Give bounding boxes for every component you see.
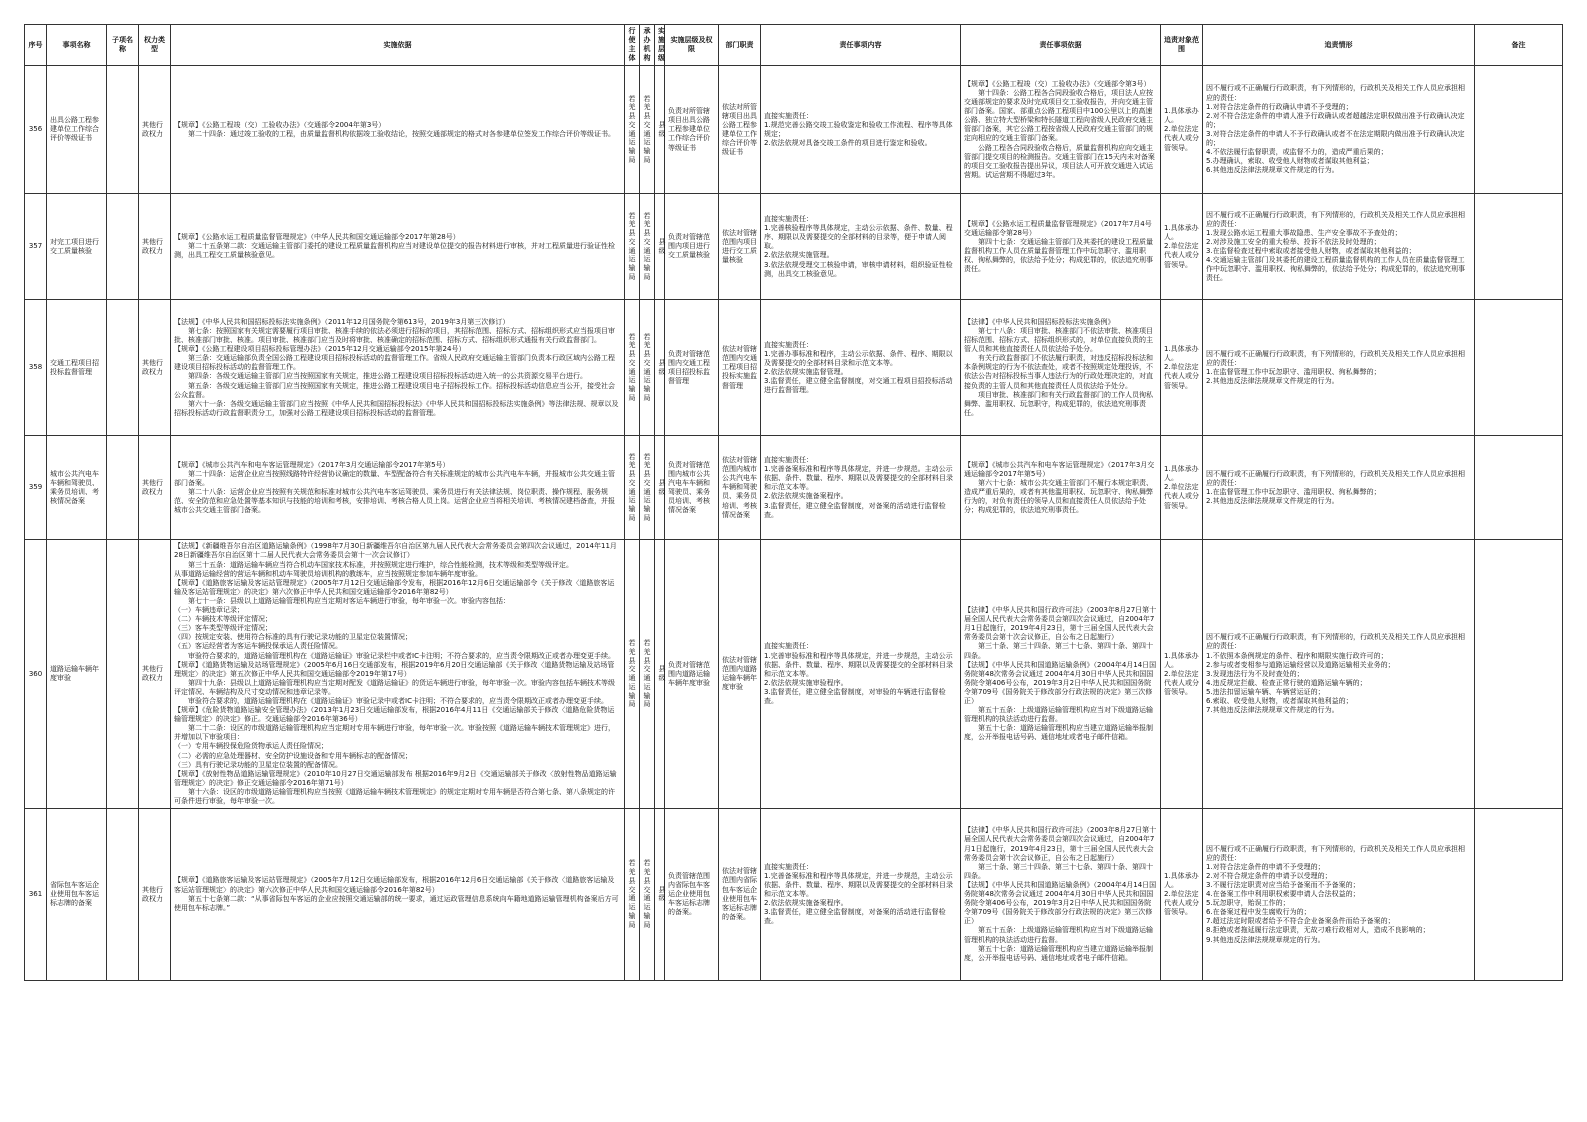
row-number: 357: [25, 194, 47, 300]
table-row: [25, 300, 1563, 436]
table-row: [25, 809, 1563, 981]
remarks: [1475, 300, 1563, 436]
power-type: 其他行政权力: [139, 300, 171, 436]
department-duty: 依法对管辖范围内道路运输车辆年度审验: [719, 540, 761, 809]
header-cell: 实施层级及权限: [665, 25, 719, 66]
level-authority: 负责对管辖范围内道路运输车辆年度审验: [665, 540, 719, 809]
responsibility-basis: 【法律】《中华人民共和国行政许可法》（2003年8月27日第十届全国人民代表大会常务委员会第四次会议通过，自2004年7月1日起施行，2019年4月23日，第十三届全国人民代表大会常务委员会第十次会议修正，自公布之日起施行） 第三十条、第三十四条、第三十七条、第四十条、第四十四条。 【法规】《中华人民共和国道路运输条例》（2004年4月14日国务院第48次常务会议通过 2004年4月30日中华人民共和国国务院令第406号公布，2019年3月2日中华人民共和国国务院令第709号《国务院关于修改部分行政法规的决定》第三次修正） 第五十五条：上级道路运输管理机构应当对下级道路运输管理机构的执法活动进行监督。 第五十七条：道路运输管理机构应当建立道路运输举报制度，公开举报电话号码、通信地址或者电子邮件信箱。: [961, 540, 1161, 809]
accountability-target: 1.具体承办人。 2.单位法定代表人或分管领导。: [1161, 809, 1203, 981]
handling-org: 若羌县交通运输局: [640, 809, 655, 981]
department-duty: 依法对管辖范围内项目进行交工质量核验: [719, 194, 761, 300]
handling-org: 若羌县交通运输局: [640, 66, 655, 194]
sub-item-name: [107, 300, 139, 436]
power-type: 其他行政权力: [139, 540, 171, 809]
row-number: 356: [25, 66, 47, 194]
sub-item-name: [107, 66, 139, 194]
executing-subject: 若羌县交通运输局: [625, 194, 640, 300]
level-authority: 负责对管辖范围内城市公共汽电车车辆和驾驶员、乘务员培训、考核情况备案: [665, 436, 719, 540]
item-name: 城市公共汽电车车辆和驾驶员、乘务员培训、考核情况备案: [47, 436, 107, 540]
power-type: 其他行政权力: [139, 194, 171, 300]
header-cell: 追责对象范围: [1161, 25, 1203, 66]
accountability-situations: 因不履行或不正确履行行政职责，有下列情形的，行政机关及相关工作人员应承担相应的责任： 1.不依照本条例规定的条件、程序和期限实施行政许可的； 2.参与或者变相参与道路运输经营以及道路运输相关业务的； 3.发现违法行为不及时查处的； 4.违反规定拦截、检查正常行驶的道路运输车辆的； 5.违法扣留运输车辆、车辆营运证的； 6.索取、收受他人财物，或者谋取其他利益的； 7.其他违反法律法规规章文件规定的行为。: [1203, 540, 1475, 809]
accountability-situations: 因不履行或不正确履行行政职责，有下列情形的，行政机关及相关工作人员应承担相应的责任： 1.对符合法定条件的申请不予受理的； 2.对不符合规定条件的申请予以受理的； 3.不履行法定职责对应当给予备案而不予备案的； 4.在备案工作中利用职权索要申请人合法权益的； 5.玩忽职守，贻误工作的； 6.在备案过程中发生腐败行为的； 7.超过法定时限或者给予不符合企业备案条件而给予备案的； 8.拒绝或者拖延履行法定职责，无故刁难行政相对人，造成不良影响的； 9.其他违反法律法规规章规定的行为。: [1203, 809, 1475, 981]
department-duty: 依法对所管辖项目出具公路工程参建单位工作综合评价等级证书: [719, 66, 761, 194]
accountability-situations: 因不履行或不正确履行行政职责，有下列情形的，行政机关及相关工作人员应承担相应的责任： 1.在监督管理工作中玩忽职守、滥用职权、徇私舞弊的； 2.其他违反法律法规规章文件规定的行为。: [1203, 300, 1475, 436]
responsibility-content: 直接实施责任： 1.完善办事标准和程序，主动公示依据、条件、程序、期限以及需要提交的全部材料目录和示范文本等。 2.依法依规实施监督管理。 3.监督责任，建立健全监督制度，对交通工程项目招投标活动进行监督管理。: [761, 300, 961, 436]
implementation-level: 县级: [655, 66, 665, 194]
implementation-level: 县级: [655, 194, 665, 300]
executing-subject: 若羌县交通运输局: [625, 436, 640, 540]
legal-basis: 【规章】《公路工程竣（交）工验收办法》（交通部令2004年第3号） 第二十四条：通过竣工验收的工程，由质量监督机构依据竣工验收结论，按照交通部规定的格式对各参建单位签发工作综合评价等级证书。: [171, 66, 625, 194]
executing-subject: 若羌县交通运输局: [625, 66, 640, 194]
executing-subject: 若羌县交通运输局: [625, 809, 640, 981]
sub-item-name: [107, 436, 139, 540]
level-authority: 负责管辖范围内省际包车客运企业使用包车客运标志牌的备案。: [665, 809, 719, 981]
responsibility-content: 直接实施责任： 1.完善备案标准和程序等具体规定，并进一步规范。主动公示依据、条件、数量、程序、期限以及需要提交的全部材料目录和示范文本等。 2.依法依规实施备案程序。 3.监督责任，建立健全监督制度，对备案的活动进行监督检查。: [761, 436, 961, 540]
handling-org: 若羌县交通运输局: [640, 300, 655, 436]
header-cell: 实施层级: [655, 25, 665, 66]
accountability-target: 1.具体承办人。 2.单位法定代表人或分管领导。: [1161, 66, 1203, 194]
accountability-target: 1.具体承办人。 2.单位法定代表人或分管领导。: [1161, 300, 1203, 436]
responsibility-content: 直接实施责任： 1.完善备案标准和程序等具体规定，并进一步规范，主动公示依据、条件、数量、程序、期限以及需要提交的全部材料目录和示范文本等。 2.依法依规实施备案程序。 3.监督责任，建立健全监督制度，对备案的活动进行监督检查。: [761, 809, 961, 981]
responsibility-basis: 【规章】《公路水运工程质量监督管理规定》（2017年7月4号交通运输部令第28号） 第四十七条：交通运输主管部门及其委托的建设工程质量监督机构工作人员在质量监督管理工作中玩忽职守、滥用职权、徇私舞弊的，依法给予处分；构成犯罪的，依法追究刑事责任。: [961, 194, 1161, 300]
legal-basis: 【规章】《城市公共汽车和电车客运管理规定》（2017年3月交通运输部令2017年第5号） 第二十四条：运营企业应当按照线路特许经营协议确定的数量、车型配备符合有关标准规定的城市公共汽电车车辆，并报城市公共交通主管部门备案。 第二十八条：运营企业应当按照有关规范和标准对城市公共汽电车客运驾驶员、乘务员进行有关法律法规、岗位职责、操作规程、服务规范、安全防范和应急处置等基本知识与技能的培训和考核，安排培训、考核合格人员上岗。运营企业应当将相关培训、考核情况建档备查，并报城市公共交通主管部门备案。: [171, 436, 625, 540]
header-cell: 序号: [25, 25, 47, 66]
responsibility-content: 直接实施责任： 1.规范完善公路交竣工验收鉴定和验收工作流程、程序等具体规定； 2.依法依规对具备交竣工条件的项目进行鉴定和验收。: [761, 66, 961, 194]
item-name: 道路运输车辆年度审验: [47, 540, 107, 809]
power-list-table: [24, 24, 1563, 981]
sub-item-name: [107, 809, 139, 981]
header-cell: 事项名称: [47, 25, 107, 66]
handling-org: 若羌县交通运输局: [640, 540, 655, 809]
header-cell: 实施依据: [171, 25, 625, 66]
legal-basis: 【规章】《公路水运工程质量监督管理规定》（中华人民共和国交通运输部令2017年第28号） 第二十五条第二款：交通运输主管部门委托的建设工程质量监督机构应当对建设单位提交的报告材料进行审核，并对工程质量进行验证性检测，出具工程交工质量核验意见。: [171, 194, 625, 300]
power-type: 其他行政权力: [139, 66, 171, 194]
legal-basis: 【法规】《中华人民共和国招标投标法实施条例》（2011年12月国务院令第613号，2019年3月第三次修订） 第七条：按照国家有关规定需要履行项目审批、核准手续的依法必须进行招标的项目，其招标范围、招标方式、招标组织形式应当报项目审批、核准部门审批、核准。项目审批、核准部门应当及时将审批、核准确定的招标范围、招标方式、招标组织形式通报有关行政监督部门。 【规章】《公路工程建设项目招标投标管理办法》（2015年12月交通运输部令2015年第24号） 第三条：交通运输部负责全国公路工程建设项目招标投标活动的监督管理工作。省级人民政府交通运输主管部门负责本行政区域内公路工程建设项目招标投标活动的监督管理工作。 第四条：各级交通运输主管部门应当按照国家有关规定，推进公路工程建设项目招标投标活动进入统一的公共资源交易平台进行。 第五条：各级交通运输主管部门应当按照国家有关规定，推进公路工程建设项目电子招标投标工作。招标投标活动信息应当公开，接受社会公众监督。 第六十一条：各级交通运输主管部门应当按照《中华人民共和国招标投标法》《中华人民共和国招标投标法实施条例》等法律法规、规章以及招标投标活动行政监督职责分工，加强对公路工程建设项目招标投标活动的监督管理。: [171, 300, 625, 436]
table-row: [25, 436, 1563, 540]
remarks: [1475, 436, 1563, 540]
header-row: [25, 25, 1563, 66]
responsibility-basis: 【法律】《中华人民共和国招标投标法实施条例》 第七十八条：项目审批、核准部门不依法审批、核准项目招标范围、招标方式、招标组织形式的，对单位直接负责的主管人员和其他直接责任人员依法给予处分。 有关行政监督部门不依法履行职责，对违反招标投标法和本条例规定的行为不依法查处，或者不按照规定处理投诉，不依法公告对招标投标当事人违法行为的行政处理决定的，对直接负责的主管人员和其他直接责任人员依法给予处分。 项目审批、核准部门和有关行政监督部门的工作人员徇私舞弊、滥用职权、玩忽职守，构成犯罪的，依法追究刑事责任。: [961, 300, 1161, 436]
header-cell: 部门职责: [719, 25, 761, 66]
handling-org: 若羌县交通运输局: [640, 436, 655, 540]
item-name: 对完工项目进行交工质量核验: [47, 194, 107, 300]
header-cell: 责任事项依据: [961, 25, 1161, 66]
table-row: [25, 194, 1563, 300]
level-authority: 负责对管辖范围内项目进行交工质量核验: [665, 194, 719, 300]
header-cell: 责任事项内容: [761, 25, 961, 66]
remarks: [1475, 540, 1563, 809]
implementation-level: 县级: [655, 809, 665, 981]
sub-item-name: [107, 194, 139, 300]
header-cell: 追责情形: [1203, 25, 1475, 66]
legal-basis: 【法规】《新疆维吾尔自治区道路运输条例》（1998年7月30日新疆维吾尔自治区第九届人民代表大会常务委员会第四次会议通过，2014年11月28日新疆维吾尔自治区第十二届人民代表大会常务委员会第十一次会议修订） 第三十五条：道路运输车辆应当符合机动车国家技术标准，并按照规定进行维护，综合性能检测，技术等级和类型等级评定。 从事道路运输经营的营运车辆和机动车驾驶员培训机构的教练车，应当按照规定参加车辆年度审验。 【规章】《道路旅客运输及客运站管理规定》（2005年7月12日交通运输部令发布，根据2016年12月6日交通运输部令《关于修改〈道路旅客运输及客运站管理规定〉的决定》第六次修正中华人民共和国交通运输部令2016年第82号） 第七十一条：县级以上道路运输管理机构应当定期对客运车辆进行审验，每年审验一次。审验内容包括： （一）车辆违章记录； （二）车辆技术等级评定情况； （三）客车类型等级评定情况； （四）按规定安装、使用符合标准的具有行驶记录功能的卫星定位装置情况； （五）客运经营者为客运车辆投保承运人责任险情况。 审验符合要求的，道路运输管理机构在《道路运输证》审验记录栏中或者IC卡注明；不符合要求的，应当责令限期改正或者办理变更手续。 【规章】《道路货物运输及站场管理规定》（2005年6月16日交通部发布，根据2019年6月20日交通运输部《关于修改〈道路货物运输及站场管理规定〉的决定》第五次修正中华人民共和国交通运输部令2019年第17号） 第四十九条：县级以上道路运输管理机构应当定期对配发《道路运输证》的货运车辆进行审验，每年审验一次。审验内容包括车辆技术等级评定情况、车辆结构及尺寸变动情况和违章记录等。 审验符合要求的，道路运输管理机构在《道路运输证》审验记录中或者IC卡注明；不符合要求的，应当责令限期改正或者办理变更手续。 【规章】《危险货物道路运输安全管理办法》（2013年1月23日交通运输部发布，根据2016年4月11日《交通运输部关于修改〈道路危险货物运输管理规定〉的决定》修正。交通运输部令2016年第36号） 第二十二条：设区的市级道路运输管理机构应当定期对专用车辆进行审验，每年审验一次。审验按照《道路运输车辆技术管理规定》进行，并增加以下审验项目： （一）专用车辆投保危险货物承运人责任险情况； （二）必需的应急处理器材、安全防护设施设备和专用车辆标志的配备情况； （三）具有行驶记录功能的卫星定位装置的配备情况。 【规章】《放射性物品道路运输管理规定》（2010年10月27日交通运输部发布 根据2016年9月2日《交通运输部关于修改〈放射性物品道路运输管理规定〉的决定》修正交通运输部令2016年第71号） 第十六条：设区的市级道路运输管理机构应当按照《道路运输车辆技术管理规定》的规定定期对专用车辆是否符合第七条、第八条规定的许可条件进行审验，每年审验一次。: [171, 540, 625, 809]
handling-org: 若羌县交通运输局: [640, 194, 655, 300]
item-name: 省际包车客运企业使用包车客运标志牌的备案: [47, 809, 107, 981]
level-authority: 负责对管辖范围内交通工程项目招投标监督管理: [665, 300, 719, 436]
power-type: 其他行政权力: [139, 436, 171, 540]
implementation-level: 县级: [655, 436, 665, 540]
executing-subject: 若羌县交通运输局: [625, 300, 640, 436]
department-duty: 依法对管辖范围内交通工程项目招投标实施监督管理: [719, 300, 761, 436]
table-row: [25, 66, 1563, 194]
department-duty: 依法对管辖范围内省际包车客运企业使用包车客运标志牌的备案。: [719, 809, 761, 981]
row-number: 361: [25, 809, 47, 981]
responsibility-basis: 【规章】《公路工程竣（交）工验收办法》（交通部令第3号） 第十四条：公路工程各合同段验收合格后，项目法人应按交通部规定的要求及时完成项目交工验收报告，并向交通主管部门备案。国家、部重点公路工程项目中100公里以上的高速公路、独立特大型桥梁和特长隧道工程向省级人民政府交通主管部门备案，其它公路工程按省级人民政府交通主管部门的规定向相应的交通主管部门备案。 公路工程各合同段验收合格后，质量监督机构应向交通主管部门提交项目的检测报告。交通主管部门在15天内未对备案的项目交工验收报告提出异议，项目法人可开放交通进入试运营期。试运营期不得超过3年。: [961, 66, 1161, 194]
executing-subject: 若羌县交通运输局: [625, 540, 640, 809]
implementation-level: 县级: [655, 300, 665, 436]
accountability-situations: 因不履行或不正确履行行政职责，有下列情形的，行政机关及相关工作人员应承担相应的责任： 1.对符合法定条件的行政确认申请不予受理的； 2.对不符合法定条件的申请人准予行政确认或者超越法定职权做出准予行政确认决定的； 3.对符合法定条件的申请人不予行政确认或者不在法定期限内做出准予行政确认决定的； 4.不依法履行监督职责，或监督不力的，造成严重后果的； 5.办理确认，索取、收受他人财物或者谋取其他利益； 6.其他违反法律法规规章文件规定的行为。: [1203, 66, 1475, 194]
item-name: 出具公路工程参建单位工作综合评价等级证书: [47, 66, 107, 194]
header-cell: 子项名称: [107, 25, 139, 66]
remarks: [1475, 809, 1563, 981]
header-cell: 权力类型: [139, 25, 171, 66]
accountability-target: 1.具体承办人。 2.单位法定代表人或分管领导。: [1161, 194, 1203, 300]
remarks: [1475, 194, 1563, 300]
row-number: 358: [25, 300, 47, 436]
row-number: 360: [25, 540, 47, 809]
implementation-level: 县级: [655, 540, 665, 809]
accountability-target: 1.具体承办人。 2.单位法定代表人或分管领导。: [1161, 540, 1203, 809]
accountability-situations: 因不履行或不正确履行行政职责，有下列情形的，行政机关及相关工作人员应承担相应的责任： 1.在监督管理工作中玩忽职守、滥用职权、徇私舞弊的； 2.其他违反法律法规规章文件规定的行为。: [1203, 436, 1475, 540]
legal-basis: 【规章】《道路旅客运输及客运站管理规定》（2005年7月12日交通运输部发布，根据2016年12月6日交通运输部《关于修改〈道路旅客运输及客运站管理规定〉的决定》第六次修正中华人民共和国交通运输部令2016年第82号） 第五十七条第二款：“从事省际包车客运的企业应按照交通运输部的统一要求，通过运政管理信息系统向车籍地道路运输管理机构备案后方可使用包车标志牌。”: [171, 809, 625, 981]
accountability-target: 1.具体承办人。 2.单位法定代表人或分管领导。: [1161, 436, 1203, 540]
accountability-situations: 因不履行或不正确履行行政职责，有下列情形的，行政机关及相关工作人员应承担相应的责任： 1.发现公路水运工程重大事故隐患、生产安全事故不予查处的； 2.对涉及施工安全的重大检举、投诉不依法及时处理的； 3.在监督检查过程中索取或者接受他人财物，或者谋取其他利益的； 4.交通运输主管部门及其委托的建设工程质量监督机构的工作人员在质量监督管理工作中玩忽职守、滥用职权、徇私舞弊的，依法给予处分；构成犯罪的，依法追究刑事责任。: [1203, 194, 1475, 300]
responsibility-content: 直接实施责任： 1.完善审验标准和程序等具体规定，并进一步规范，主动公示依据、条件、数量、程序、期限以及需要提交的全部材料目录和示范文本等。 2.依法依规实施审验程序。 3.监督责任，建立健全监督制度，对审验的车辆进行监督检查。: [761, 540, 961, 809]
power-type: 其他行政权力: [139, 809, 171, 981]
header-cell: 行使主体: [625, 25, 640, 66]
remarks: [1475, 66, 1563, 194]
table-row: [25, 540, 1563, 809]
item-name: 交通工程项目招投标监督管理: [47, 300, 107, 436]
row-number: 359: [25, 436, 47, 540]
responsibility-basis: 【规章】《城市公共汽车和电车客运管理规定》（2017年3月交通运输部令2017年第5号） 第六十七条：城市公共交通主管部门不履行本规定职责、造成严重后果的，或者有其他滥用职权、玩忽职守、徇私舞弊行为的，对负有责任的领导人员和直接责任人员依法给予处分；构成犯罪的，依法追究刑事责任。: [961, 436, 1161, 540]
level-authority: 负责对所管辖项目出具公路工程参建单位工作综合评价等级证书: [665, 66, 719, 194]
responsibility-content: 直接实施责任： 1.完善核验程序等具体规定，主动公示依据、条件、数量、程序、期限以及需要提交的全部材料的目录等，便于申请人阅取。 2.依法依规实施管理。 3.依法依规受理交工核验申请，审核申请材料，组织验证性检测，出具交工核验意见。: [761, 194, 961, 300]
header-cell: 备注: [1475, 25, 1563, 66]
header-cell: 承办机构: [640, 25, 655, 66]
responsibility-basis: 【法律】《中华人民共和国行政许可法》（2003年8月27日第十届全国人民代表大会常务委员会第四次会议通过，自2004年7月1日起施行，2019年4月23日，第十三届全国人民代表大会常务委员会第十次会议修正，自公布之日起施行） 第三十条、第三十四条、第三十七条、第四十条、第四十四条。 【法规】《中华人民共和国道路运输条例》（2004年4月14日国务院第48次常务会议通过 2004年4月30日中华人民共和国国务院令第406号公布，2019年3月2日中华人民共和国国务院令第709号《国务院关于修改部分行政法规的决定》第三次修正） 第五十五条：上级道路运输管理机构应当对下级道路运输管理机构的执法活动进行监督。 第五十七条：道路运输管理机构应当建立道路运输举报制度，公开举报电话号码、通信地址或者电子邮件信箱。: [961, 809, 1161, 981]
department-duty: 依法对管辖范围内城市公共汽电车车辆和驾驶员、乘务员培训、考核情况备案: [719, 436, 761, 540]
sub-item-name: [107, 540, 139, 809]
